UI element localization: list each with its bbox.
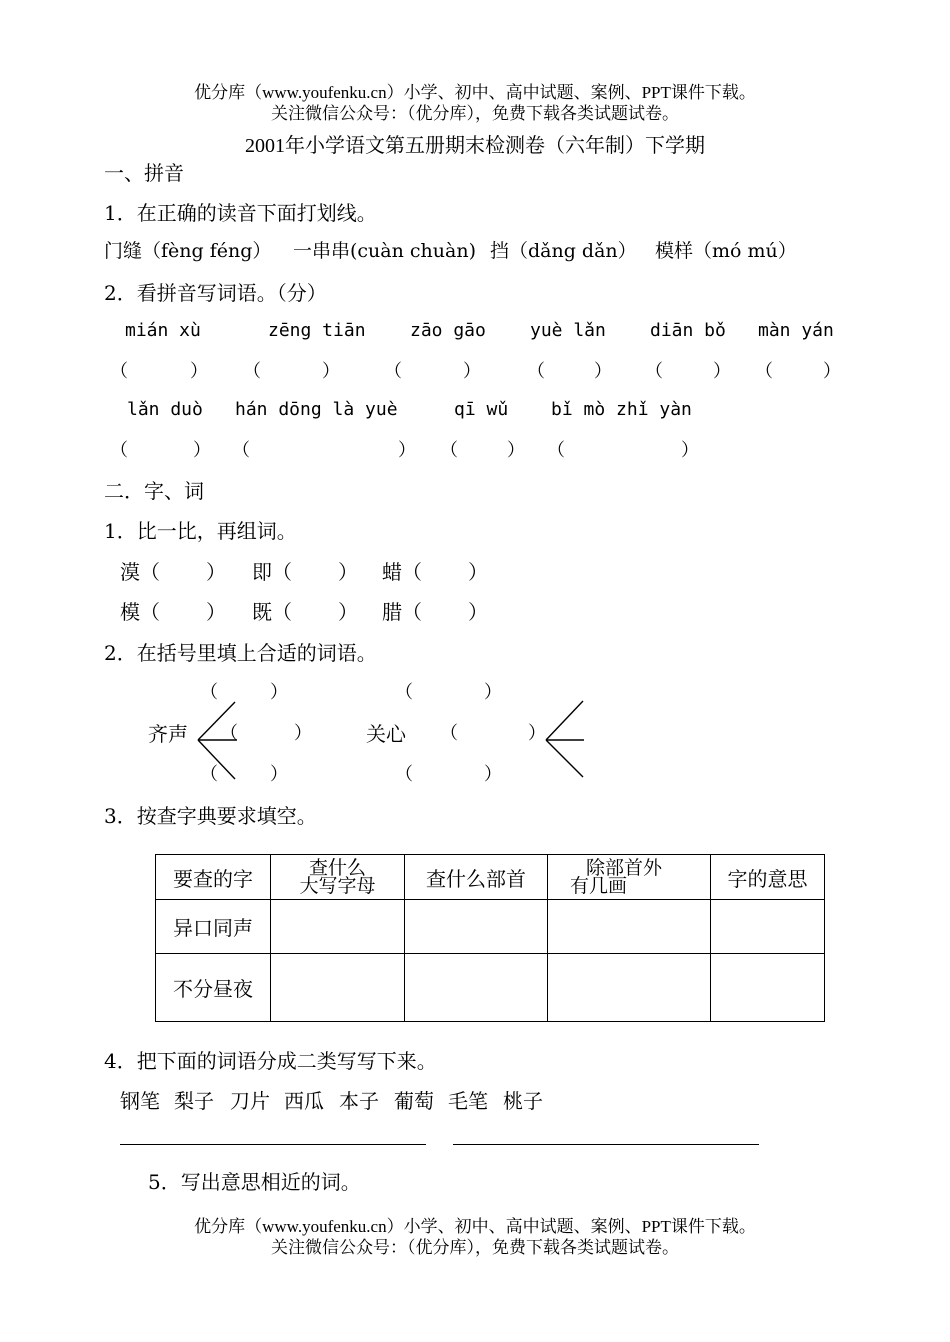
table-header-line: 除部首外 <box>586 857 663 879</box>
classify-word: 钢笔 <box>120 1089 160 1113</box>
question-2-1-prompt: 1．比一比，再组词。 <box>104 519 297 543</box>
table-cell-empty[interactable] <box>271 900 405 954</box>
compare-char-close: ） <box>468 560 488 584</box>
table-header-cell: 要查的字 <box>156 855 271 900</box>
table-cell-empty[interactable] <box>711 900 825 954</box>
classify-word: 梨子 <box>174 1089 214 1113</box>
question-1-1-prompt: 1．在正确的读音下面打划线。 <box>104 201 377 225</box>
answer-open-paren: （ <box>645 361 663 382</box>
pinyin-word: màn yán <box>758 320 834 341</box>
answer-close-paren: ） <box>507 440 525 461</box>
classify-word: 刀片 <box>230 1089 270 1113</box>
classify-word: 毛笔 <box>448 1089 488 1113</box>
pinyin-word: bǐ mò zhǐ yàn <box>551 399 692 420</box>
table-header-cell: 查什么部首 <box>405 855 548 900</box>
answer-open-paren: （ <box>547 440 565 461</box>
pronunciation-item: 一串串(cuàn chuàn) <box>293 240 476 262</box>
answer-open-paren: （ <box>384 361 402 382</box>
compare-char-close: ） <box>206 600 226 624</box>
table-cell-empty[interactable] <box>405 900 548 954</box>
classify-word: 西瓜 <box>284 1089 324 1113</box>
table-cell-empty[interactable] <box>271 954 405 1022</box>
table-header-row <box>156 855 825 900</box>
compare-char: 即（ <box>252 560 292 584</box>
answer-open-paren: （ <box>755 361 773 382</box>
left-branch-lines <box>195 695 240 785</box>
fill-open-paren: （ <box>200 682 218 703</box>
pinyin-word: zāo gāo <box>410 320 486 341</box>
table-cell-empty[interactable] <box>711 954 825 1022</box>
fill-close-paren: ） <box>270 682 288 703</box>
answer-close-paren: ） <box>594 361 612 382</box>
pronunciation-item: 模样（mó mú） <box>655 240 797 262</box>
pinyin-word: yuè lǎn <box>530 320 606 341</box>
table-cell-empty[interactable] <box>548 900 711 954</box>
answer-line-category-1[interactable] <box>120 1144 426 1145</box>
page-title: 2001年小学语文第五册期末检测卷（六年制）下学期 <box>245 135 705 157</box>
compare-char: 蜡（ <box>382 560 422 584</box>
answer-close-paren: ） <box>193 440 211 461</box>
fill-close-paren: ） <box>270 764 288 785</box>
pinyin-word: mián xù <box>125 320 201 341</box>
pinyin-word: hán dōng là yuè <box>235 399 398 420</box>
answer-open-paren: （ <box>110 361 128 382</box>
answer-close-paren: ） <box>823 361 841 382</box>
answer-close-paren: ） <box>190 361 208 382</box>
pronunciation-item: 挡（dǎng dǎn） <box>490 240 637 262</box>
compare-char-close: ） <box>206 560 226 584</box>
answer-open-paren: （ <box>440 440 458 461</box>
fill-open-paren: （ <box>200 764 218 785</box>
question-2-5-prompt: 5．写出意思相近的词。 <box>148 1170 361 1194</box>
classify-word: 桃子 <box>503 1089 543 1113</box>
classify-word: 本子 <box>339 1089 379 1113</box>
pinyin-word: diān bǒ <box>650 320 726 341</box>
fill-close-paren: ） <box>484 682 502 703</box>
question-1-2-prompt: 2．看拼音写词语。（分） <box>104 281 327 305</box>
fill-open-paren: （ <box>395 682 413 703</box>
compare-char: 腊（ <box>382 600 422 624</box>
section-heading-pinyin: 一、拼音 <box>104 161 184 185</box>
pinyin-word: lǎn duò <box>127 399 203 420</box>
table-cell-word: 异口同声 <box>156 900 271 954</box>
table-cell-word: 不分昼夜 <box>156 954 271 1022</box>
compare-char-close: ） <box>468 600 488 624</box>
table-header-cell: 字的意思 <box>711 855 825 900</box>
table-cell-empty[interactable] <box>548 954 711 1022</box>
answer-close-paren: ） <box>713 361 731 382</box>
header-line-2: 关注微信公众号：（优分库），免费下载各类试题试卷。 <box>271 104 679 123</box>
dictionary-table <box>155 854 825 1022</box>
compare-char: 模（ <box>120 600 160 624</box>
fill-close-paren: ） <box>528 723 546 744</box>
footer-line-1: 优分库（www.youfenku.cn）小学、初中、高中试题、案例、PPT课件下载。 <box>194 1217 756 1236</box>
pinyin-word: zēng tiān <box>268 320 366 341</box>
right-branch-lines <box>540 695 590 785</box>
compare-char: 漠（ <box>120 560 160 584</box>
fill-close-paren: ） <box>294 723 312 744</box>
table-header-line: 查什么 <box>308 857 366 879</box>
answer-close-paren: ） <box>322 361 340 382</box>
fill-open-paren: （ <box>220 723 238 744</box>
branch-word-guanxin: 关心 <box>366 722 406 746</box>
table-row <box>156 900 825 954</box>
compare-char: 既（ <box>252 600 292 624</box>
footer-line-2: 关注微信公众号：（优分库），免费下载各类试题试卷。 <box>271 1238 679 1257</box>
answer-open-paren: （ <box>110 440 128 461</box>
table-row <box>156 954 825 1022</box>
question-2-4-prompt: 4．把下面的词语分成二类写写下来。 <box>104 1049 437 1073</box>
branch-word-qisheng: 齐声 <box>148 722 188 746</box>
answer-close-paren: ） <box>398 440 416 461</box>
header-line-1: 优分库（www.youfenku.cn）小学、初中、高中试题、案例、PPT课件下载。 <box>194 83 756 102</box>
fill-open-paren: （ <box>440 723 458 744</box>
table-header-line: 大写字母 <box>299 875 376 897</box>
answer-line-category-2[interactable] <box>453 1144 759 1145</box>
question-2-2-prompt: 2．在括号里填上合适的词语。 <box>104 641 377 665</box>
compare-char-close: ） <box>338 600 358 624</box>
fill-close-paren: ） <box>484 764 502 785</box>
section-heading-characters-words: 二．字、词 <box>104 479 204 503</box>
pronunciation-item: 门缝（fèng féng） <box>104 240 272 262</box>
classify-word: 葡萄 <box>394 1089 434 1113</box>
question-2-3-prompt: 3．按查字典要求填空。 <box>104 804 317 828</box>
answer-open-paren: （ <box>527 361 545 382</box>
answer-open-paren: （ <box>232 440 250 461</box>
fill-open-paren: （ <box>395 764 413 785</box>
table-header-line: 有几画 <box>570 875 628 897</box>
compare-char-close: ） <box>338 560 358 584</box>
answer-close-paren: ） <box>463 361 481 382</box>
pinyin-word: qī wǔ <box>454 399 509 420</box>
table-header-cell <box>271 855 405 900</box>
answer-open-paren: （ <box>243 361 261 382</box>
table-header-cell <box>548 855 711 900</box>
table-cell-empty[interactable] <box>405 954 548 1022</box>
answer-close-paren: ） <box>681 440 699 461</box>
